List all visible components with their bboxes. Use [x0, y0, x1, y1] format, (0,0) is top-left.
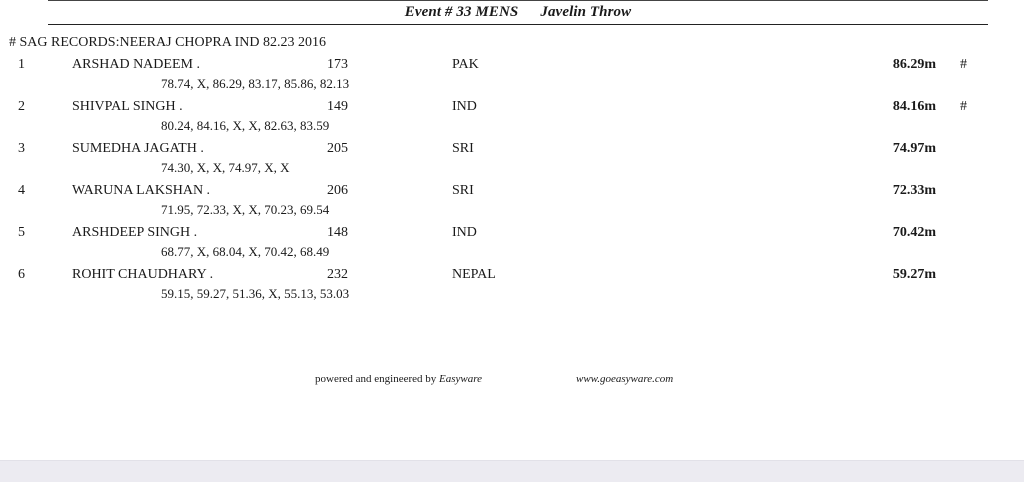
athlete-team: SRI [452, 183, 474, 198]
footer-brand: Easyware [439, 373, 482, 385]
result-place: 4 [18, 183, 25, 198]
best-mark: 86.29m [892, 57, 936, 72]
footer-website: www.goeasyware.com [576, 373, 674, 385]
attempt-series: 80.24, 84.16, X, X, 82.63, 83.59 [161, 118, 330, 133]
footer-powered-text: powered and engineered by [315, 373, 437, 385]
athlete-name: ARSHDEEP SINGH . [72, 225, 198, 240]
event-header [48, 4, 988, 21]
bottom-bar [0, 460, 1024, 482]
records-line: # SAG RECORDS:NEERAJ CHOPRA IND 82.23 2016 [9, 35, 326, 50]
result-row [0, 225, 1024, 265]
best-mark: 74.97m [892, 141, 936, 156]
result-place: 6 [18, 267, 25, 282]
athlete-name: SHIVPAL SINGH . [72, 99, 183, 114]
attempt-series: 68.77, X, 68.04, X, 70.42, 68.49 [161, 244, 330, 259]
result-row [0, 267, 1024, 307]
athlete-name: ROHIT CHAUDHARY . [72, 267, 214, 282]
result-place: 3 [18, 141, 25, 156]
athlete-team: NEPAL [452, 267, 496, 282]
athlete-team: PAK [452, 57, 479, 72]
result-row [0, 141, 1024, 181]
attempt-series: 74.30, X, X, 74.97, X, X [161, 160, 290, 175]
athlete-team: IND [452, 225, 477, 240]
attempt-series: 78.74, X, 86.29, 83.17, 85.86, 82.13 [161, 76, 350, 91]
attempt-series: 59.15, 59.27, 51.36, X, 55.13, 53.03 [161, 286, 350, 301]
result-place: 5 [18, 225, 25, 240]
footer-credit [315, 373, 482, 385]
record-flag: # [960, 57, 967, 72]
event-number-label: Event # 33 MENS [404, 4, 519, 20]
result-row [0, 99, 1024, 139]
athlete-bib: 206 [327, 183, 348, 198]
athlete-bib: 149 [327, 99, 348, 114]
athlete-bib: 232 [327, 267, 348, 282]
best-mark: 72.33m [892, 183, 936, 198]
best-mark: 84.16m [892, 99, 936, 114]
result-row [0, 183, 1024, 223]
best-mark: 70.42m [892, 225, 936, 240]
event-name: Javelin Throw [540, 4, 632, 20]
header-rule [48, 24, 988, 25]
athlete-bib: 205 [327, 141, 348, 156]
record-flag: # [960, 99, 967, 114]
result-row [0, 57, 1024, 97]
athlete-name: WARUNA LAKSHAN . [72, 183, 211, 198]
top-rule [48, 0, 988, 1]
attempt-series: 71.95, 72.33, X, X, 70.23, 69.54 [161, 202, 330, 217]
athlete-bib: 148 [327, 225, 348, 240]
athlete-name: SUMEDHA JAGATH . [72, 141, 204, 156]
result-place: 1 [18, 57, 25, 72]
athlete-team: SRI [452, 141, 474, 156]
athlete-team: IND [452, 99, 477, 114]
result-place: 2 [18, 99, 25, 114]
athlete-bib: 173 [327, 57, 348, 72]
best-mark: 59.27m [892, 267, 936, 282]
athlete-name: ARSHAD NADEEM . [72, 57, 200, 72]
